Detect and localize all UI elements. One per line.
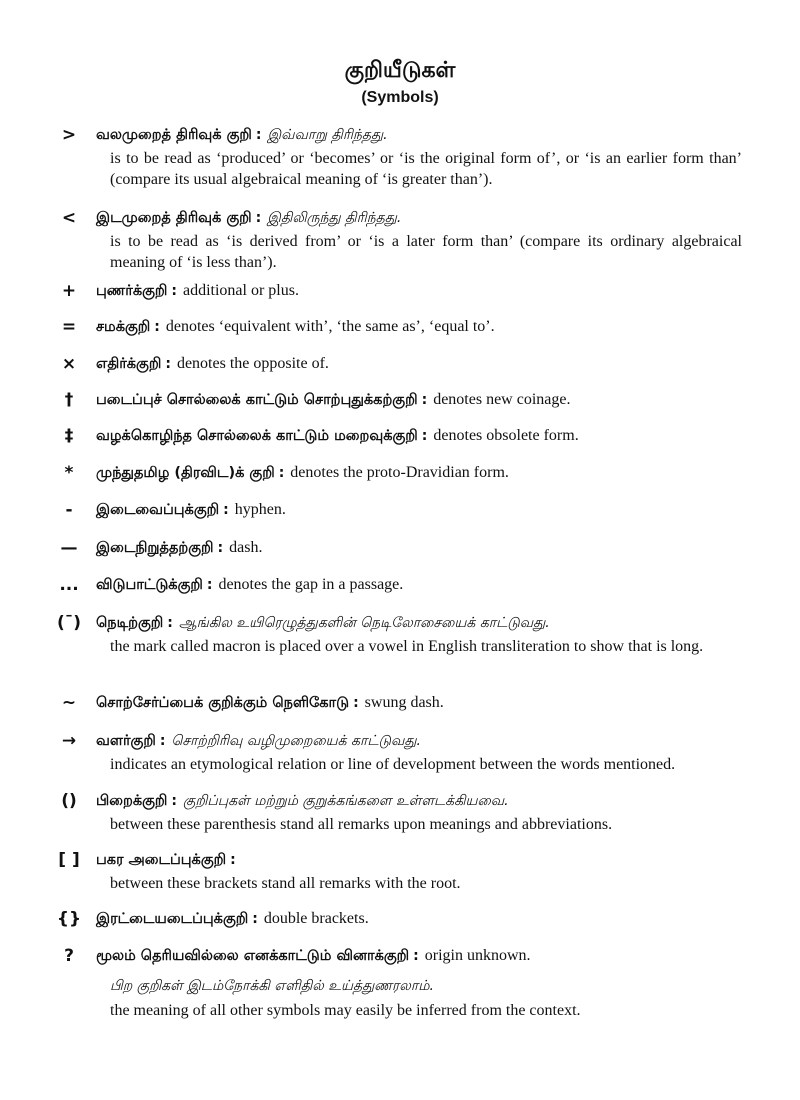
- symbol-heading-line: [96, 849, 242, 871]
- symbol-glyph: ~: [61, 693, 77, 713]
- symbol-glyph: †: [64, 390, 74, 410]
- symbol-description: is to be read as ‘is derived from’ or ‘is a later form than’ (compare its ordinary algebraical meaning of ‘is less than’).: [110, 233, 742, 271]
- symbol-glyph: ...: [59, 575, 79, 595]
- symbol-tamil-name: படைப்புச் சொல்லைக் காட்டும் சொற்புதுக்கற்குறி: [96, 392, 418, 408]
- symbol-glyph: [ ]: [58, 850, 80, 870]
- symbol-description: the mark called macron is placed over a vowel in English transliteration to show that is long.: [110, 638, 704, 655]
- symbol-heading-line: [96, 692, 444, 714]
- symbol-heading-line: [96, 908, 369, 930]
- colon-separator: :: [421, 392, 428, 408]
- symbol-tamil-name: மூலம் தெரியவில்லை எனக்காட்டும் வினாக்குறி: [96, 948, 410, 964]
- symbol-english-meaning: denotes the proto-Dravidian form.: [290, 464, 509, 481]
- symbol-glyph: ?: [64, 946, 74, 966]
- colon-separator: :: [159, 733, 166, 749]
- symbol-english-meaning: additional or plus.: [182, 282, 299, 299]
- symbol-heading-line: [96, 280, 299, 302]
- symbol-tamil-name: வளர்குறி: [96, 733, 156, 749]
- colon-separator: :: [278, 465, 285, 481]
- symbol-tamil-gloss: ஆங்கில உயிரெழுத்துகளின் நெடிலோசையைக் காட்டுவது.: [178, 615, 550, 631]
- symbol-heading-line: [96, 425, 579, 447]
- symbol-glyph: =: [61, 317, 77, 337]
- symbol-glyph: +: [61, 281, 77, 301]
- symbol-english-meaning: denotes the opposite of.: [176, 355, 329, 372]
- symbol-english-meaning: dash.: [229, 539, 263, 556]
- footer-note-english: the meaning of all other symbols may easily be inferred from the context.: [110, 1002, 581, 1019]
- symbol-glyph: —: [60, 538, 78, 558]
- symbol-tamil-gloss: இவ்வாறு திரிந்தது.: [267, 127, 388, 143]
- colon-separator: :: [154, 319, 160, 335]
- colon-separator: :: [223, 502, 229, 518]
- symbol-tamil-name: நெடிற்குறி: [96, 615, 164, 631]
- symbol-tamil-name: விடுபாட்டுக்குறி: [96, 577, 203, 593]
- symbol-english-meaning: double brackets.: [263, 910, 369, 927]
- symbol-heading-line: [96, 124, 388, 146]
- symbol-tamil-name: வழக்கொழிந்த சொல்லைக் காட்டும் மறைவுக்குறி: [96, 428, 418, 444]
- colon-separator: :: [217, 540, 224, 556]
- symbol-heading-line: [96, 389, 570, 411]
- symbol-heading-line: [96, 499, 286, 521]
- symbol-heading-line: [96, 462, 509, 484]
- symbol-glyph: <: [61, 208, 77, 228]
- symbol-tamil-name: இடைவைப்புக்குறி: [96, 502, 220, 518]
- symbol-tamil-gloss: இதிலிருந்து திரிந்தது.: [267, 210, 402, 226]
- symbol-description: is to be read as ‘produced’ or ‘becomes’ or ‘is the original form of’, or ‘is an earlier form than’ (compare its usual algebraical meaning of ‘is greater than’).: [110, 150, 742, 188]
- colon-separator: :: [206, 577, 213, 593]
- symbol-tamil-gloss: சொற்றிரிவு வழிமுறையைக் காட்டுவது.: [171, 733, 421, 749]
- symbol-tamil-name: சொற்சேர்ப்பைக் குறிக்கும் நெளிகோடு: [96, 695, 350, 711]
- symbol-heading-line: [96, 574, 403, 596]
- symbol-tamil-name: பிறைக்குறி: [96, 793, 168, 809]
- symbol-english-meaning: denotes ‘equivalent with’, ‘the same as’, ‘equal to’.: [165, 318, 495, 335]
- colon-separator: :: [421, 428, 428, 444]
- colon-separator: :: [255, 127, 262, 143]
- symbol-heading-line: [96, 316, 495, 338]
- symbol-heading-line: [96, 790, 509, 812]
- symbol-description: indicates an etymological relation or line of development between the words mentioned.: [110, 756, 676, 773]
- symbol-tamil-name: முந்துதமிழ (திரவிட)க் குறி: [96, 465, 275, 481]
- symbol-heading-line: [96, 945, 531, 967]
- symbol-glyph: -: [65, 500, 73, 520]
- colon-separator: :: [171, 793, 177, 809]
- symbol-english-meaning: swung dash.: [364, 694, 444, 711]
- symbol-heading-line: [96, 207, 401, 229]
- symbol-tamil-name: இடமுறைத் திரிவுக் குறி: [96, 210, 252, 226]
- page-subtitle: (Symbols): [361, 89, 439, 106]
- symbol-heading-line: [96, 730, 421, 752]
- symbol-english-meaning: denotes new coinage.: [433, 391, 571, 408]
- colon-separator: :: [252, 911, 258, 927]
- page-title: குறியீடுகள்: [344, 58, 456, 83]
- colon-separator: :: [353, 695, 359, 711]
- symbol-tamil-name: இரட்டையடைப்புக்குறி: [96, 911, 249, 927]
- symbol-english-meaning: origin unknown.: [424, 947, 531, 964]
- symbol-english-meaning: denotes obsolete form.: [433, 427, 579, 444]
- symbol-glyph: >: [61, 125, 77, 145]
- symbol-tamil-name: புணர்க்குறி: [96, 283, 168, 299]
- symbol-tamil-name: எதிர்க்குறி: [96, 356, 162, 372]
- symbol-glyph: →: [61, 731, 77, 751]
- colon-separator: :: [413, 948, 419, 964]
- colon-separator: :: [171, 283, 177, 299]
- symbol-tamil-gloss: குறிப்புகள் மற்றும் குறுக்கங்களை உள்ளடக்கியவை.: [182, 793, 509, 809]
- symbol-heading-line: [96, 353, 329, 375]
- symbol-tamil-name: சமக்குறி: [96, 319, 151, 335]
- symbol-tamil-name: இடைநிறுத்தற்குறி: [96, 540, 214, 556]
- symbol-glyph: (): [61, 791, 77, 811]
- colon-separator: :: [165, 356, 171, 372]
- symbol-english-meaning: hyphen.: [234, 501, 286, 518]
- symbol-glyph: {}: [56, 909, 82, 929]
- symbol-description: between these parenthesis stand all remarks upon meanings and abbreviations.: [110, 816, 613, 833]
- footer-note-tamil: பிற குறிகள் இடம்நோக்கி எளிதில் உய்த்துணரலாம்.: [110, 978, 434, 994]
- symbol-heading-line: [96, 612, 550, 634]
- symbol-description: between these brackets stand all remarks with the root.: [110, 875, 461, 892]
- colon-separator: :: [255, 210, 262, 226]
- symbol-glyph: *: [64, 463, 74, 483]
- symbol-tamil-name: பகர அடைப்புக்குறி: [96, 852, 227, 868]
- symbol-heading-line: [96, 537, 262, 559]
- colon-separator: :: [167, 615, 173, 631]
- symbol-glyph: (¯): [56, 613, 82, 633]
- symbol-tamil-name: வலமுறைத் திரிவுக் குறி: [96, 127, 252, 143]
- colon-separator: :: [230, 852, 236, 868]
- symbol-english-meaning: denotes the gap in a passage.: [218, 576, 404, 593]
- symbol-glyph: ‡: [64, 426, 74, 446]
- symbol-glyph: ×: [61, 354, 77, 374]
